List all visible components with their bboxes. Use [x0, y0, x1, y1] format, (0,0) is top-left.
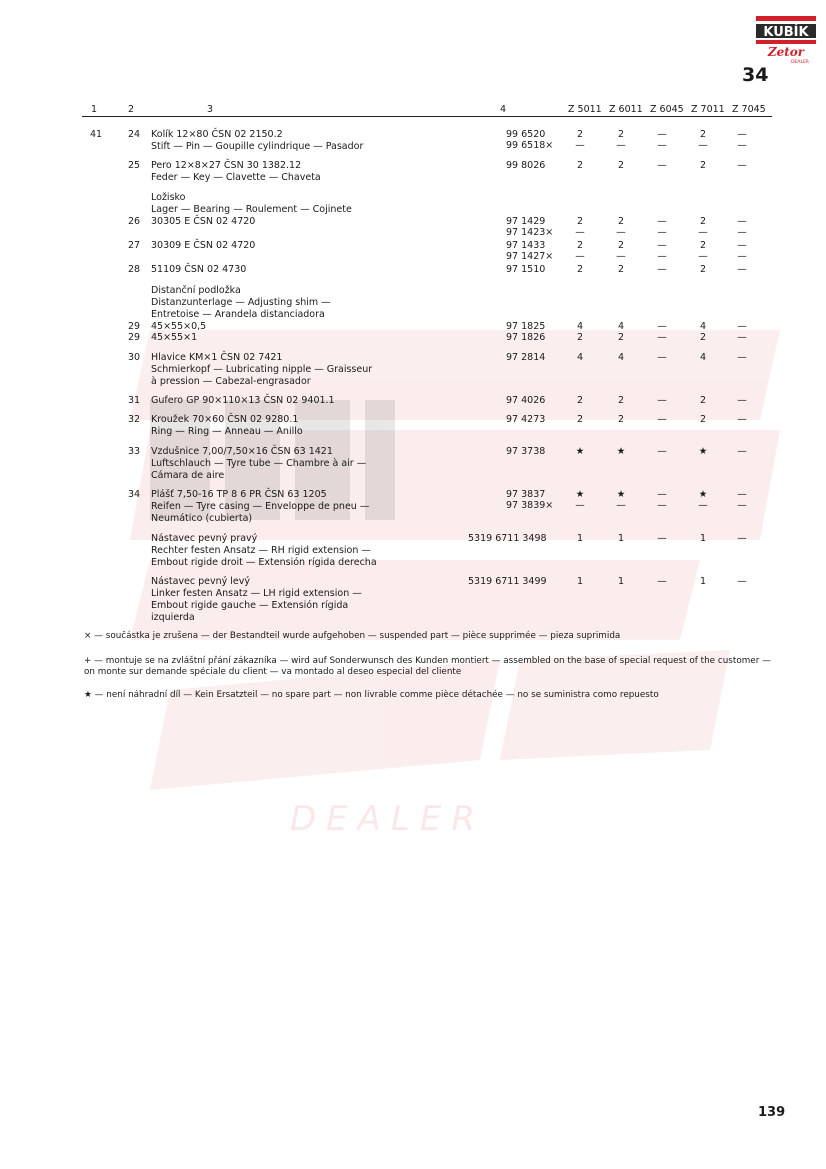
quantity-cell: —: [698, 251, 708, 262]
part-description: à pression — Cabezal-engrasador: [151, 376, 311, 387]
position-number: 32: [128, 414, 141, 425]
quantity-cell: 1: [699, 576, 707, 587]
quantity-cell: ★: [575, 446, 585, 457]
position-number: 27: [128, 240, 141, 251]
part-description: 30309 E ČSN 02 4720: [151, 240, 256, 251]
quantity-cell: —: [575, 251, 585, 262]
quantity-cell: —: [575, 140, 585, 151]
part-description: Stift — Pin — Goupille cylindrique — Pasador: [151, 141, 364, 152]
quantity-cell: ★: [698, 489, 708, 500]
quantity-cell: 1: [576, 576, 584, 587]
position-number: 24: [128, 129, 141, 140]
part-description: Plášť 7,50-16 TP 8 6 PR ČSN 63 1205: [151, 489, 327, 500]
quantity-cell: 1: [699, 533, 707, 544]
part-description: Linker festen Ansatz — LH rigid extension —: [151, 588, 362, 599]
column-1: 1: [91, 104, 98, 115]
quantity-cell: —: [698, 227, 708, 238]
quantity-cell: —: [657, 240, 667, 251]
quantity-cell: —: [737, 140, 747, 151]
svg-text:Zetor: Zetor: [767, 45, 805, 59]
header-rule: [82, 116, 772, 117]
quantity-cell: —: [737, 321, 747, 332]
quantity-cell: —: [575, 500, 585, 511]
quantity-cell: 2: [617, 332, 625, 343]
quantity-cell: 2: [576, 160, 584, 171]
part-description: Nástavec pevný pravý: [151, 533, 258, 544]
position-number: 25: [128, 160, 141, 171]
quantity-cell: —: [737, 251, 747, 262]
quantity-cell: 2: [576, 414, 584, 425]
quantity-cell: —: [657, 332, 667, 343]
quantity-cell: 1: [617, 533, 625, 544]
quantity-cell: 2: [617, 160, 625, 171]
quantity-cell: —: [657, 216, 667, 227]
position-number: 31: [128, 395, 141, 406]
part-number: 97 2814: [506, 352, 546, 363]
quantity-cell: 2: [617, 395, 625, 406]
part-description: Lager — Bearing — Roulement — Cojinete: [151, 204, 352, 215]
quantity-cell: —: [657, 446, 667, 457]
part-description: Embout rigide gauche — Extensión rígida: [151, 600, 349, 611]
quantity-cell: —: [737, 533, 747, 544]
quantity-cell: —: [575, 227, 585, 238]
quantity-cell: —: [657, 264, 667, 275]
part-description: Ložisko: [151, 192, 186, 203]
part-description: Kroužek 70×60 ČSN 02 9280.1: [151, 414, 299, 425]
part-number: 97 1433: [506, 240, 546, 251]
quantity-cell: —: [737, 500, 747, 511]
kubik-logo-icon: [756, 16, 816, 64]
quantity-cell: 2: [699, 264, 707, 275]
quantity-cell: —: [616, 140, 626, 151]
part-description: Hlavice KM×1 ČSN 02 7421: [151, 352, 283, 363]
quantity-cell: —: [737, 489, 747, 500]
column-header: [0, 104, 826, 116]
svg-text:DEALER: DEALER: [290, 799, 485, 839]
quantity-cell: 2: [576, 332, 584, 343]
part-description: Cámara de aire: [151, 470, 225, 481]
part-description: izquierda: [151, 612, 195, 623]
part-description: 45×55×1: [151, 332, 198, 343]
part-description: Feder — Key — Clavette — Chaveta: [151, 172, 321, 183]
svg-text:KUBÍK: KUBÍK: [763, 25, 809, 40]
part-description: 45×55×0,5: [151, 321, 207, 332]
quantity-cell: 2: [617, 414, 625, 425]
quantity-cell: 4: [617, 321, 625, 332]
group-number: 41: [90, 129, 103, 140]
quantity-cell: 2: [617, 264, 625, 275]
part-description: Reifen — Tyre casing — Enveloppe de pneu —: [151, 501, 370, 512]
part-description: Entretoise — Arandela distanciadora: [151, 309, 325, 320]
quantity-cell: —: [737, 395, 747, 406]
part-number: 97 4273: [506, 414, 546, 425]
part-description: Distanční podložka: [151, 285, 241, 296]
quantity-cell: 1: [617, 576, 625, 587]
quantity-cell: —: [657, 160, 667, 171]
quantity-cell: —: [737, 352, 747, 363]
part-description: Nástavec pevný levý: [151, 576, 251, 587]
quantity-cell: 2: [699, 240, 707, 251]
quantity-cell: 2: [617, 129, 625, 140]
quantity-cell: 2: [699, 414, 707, 425]
quantity-cell: 2: [576, 240, 584, 251]
position-number: 30: [128, 352, 141, 363]
quantity-cell: 4: [699, 321, 707, 332]
quantity-cell: 2: [617, 240, 625, 251]
kubik-zetor-logo: [756, 16, 816, 64]
part-number: 97 1427×: [506, 251, 554, 262]
quantity-cell: 2: [576, 129, 584, 140]
column-2: 2: [128, 104, 135, 115]
quantity-cell: ★: [616, 446, 626, 457]
column-z7011: Z 7011: [691, 104, 725, 115]
part-number: 97 1826: [506, 332, 546, 343]
part-number: 97 3738: [506, 446, 546, 457]
footnote-special-request: + — montuje se na zvláštní přání zákazníka — wird auf Sonderwunsch des Kunden montiert — assembled on the base of special request of the customer — on monte sur demande spéciale du client — va montado al deseo especial del cliente: [84, 656, 771, 677]
part-description: Distanzunterlage — Adjusting shim —: [151, 297, 331, 308]
quantity-cell: 1: [576, 533, 584, 544]
quantity-cell: 2: [576, 395, 584, 406]
quantity-cell: —: [737, 160, 747, 171]
quantity-cell: —: [657, 395, 667, 406]
quantity-cell: 2: [699, 395, 707, 406]
quantity-cell: —: [657, 140, 667, 151]
position-number: 34: [128, 489, 141, 500]
part-description: 51109 ČSN 02 4730: [151, 264, 247, 275]
column-z6011: Z 6011: [609, 104, 643, 115]
quantity-cell: 2: [617, 216, 625, 227]
quantity-cell: —: [616, 251, 626, 262]
page-number: 139: [758, 1105, 786, 1120]
footnote-suspended: × — součástka je zrušena — der Bestandteil wurde aufgehoben — suspended part — pièce supprimée — pieza suprimida: [84, 631, 621, 641]
quantity-cell: —: [698, 500, 708, 511]
quantity-cell: —: [737, 332, 747, 343]
quantity-cell: —: [657, 129, 667, 140]
position-number: 33: [128, 446, 141, 457]
quantity-cell: ★: [616, 489, 626, 500]
svg-text:DEALER: DEALER: [791, 60, 809, 64]
part-number: 99 6520: [506, 129, 546, 140]
part-number: 5319 6711 3498: [468, 533, 547, 544]
position-number: 29: [128, 332, 141, 343]
quantity-cell: —: [657, 251, 667, 262]
column-z6045: Z 6045: [650, 104, 684, 115]
footnote-no-spare-part: ★ — není náhradní díl — Kein Ersatzteil — no spare part — non livrable comme pièce détachée — no se suministra como repuesto: [84, 690, 659, 700]
quantity-cell: —: [657, 321, 667, 332]
part-number: 99 6518×: [506, 140, 554, 151]
column-4: 4: [500, 104, 507, 115]
quantity-cell: 2: [699, 332, 707, 343]
quantity-cell: —: [737, 576, 747, 587]
quantity-cell: 2: [576, 264, 584, 275]
quantity-cell: —: [737, 216, 747, 227]
position-number: 29: [128, 321, 141, 332]
quantity-cell: —: [737, 227, 747, 238]
quantity-cell: —: [737, 414, 747, 425]
part-number: 5319 6711 3499: [468, 576, 547, 587]
column-z7045: Z 7045: [732, 104, 766, 115]
quantity-cell: —: [657, 489, 667, 500]
part-number: 99 8026: [506, 160, 546, 171]
part-number: 97 1510: [506, 264, 546, 275]
part-description: Pero 12×8×27 ČSN 30 1382.12: [151, 160, 302, 171]
quantity-cell: —: [737, 240, 747, 251]
part-number: 97 1825: [506, 321, 546, 332]
quantity-cell: 4: [576, 321, 584, 332]
part-description: Gufero GP 90×110×13 ČSN 02 9401.1: [151, 395, 335, 406]
quantity-cell: —: [616, 227, 626, 238]
part-number: 97 1423×: [506, 227, 554, 238]
position-number: 26: [128, 216, 141, 227]
quantity-cell: —: [657, 227, 667, 238]
column-z5011: Z 5011: [568, 104, 602, 115]
quantity-cell: —: [657, 576, 667, 587]
quantity-cell: 4: [699, 352, 707, 363]
part-description: Luftschlauch — Tyre tube — Chambre à air —: [151, 458, 367, 469]
section-number: 34: [742, 64, 769, 86]
part-number: 97 1429: [506, 216, 546, 227]
quantity-cell: ★: [575, 489, 585, 500]
part-description: Neumático (cubierta): [151, 513, 253, 524]
position-number: 28: [128, 264, 141, 275]
quantity-cell: —: [616, 500, 626, 511]
quantity-cell: 2: [699, 160, 707, 171]
part-description: 30305 E ČSN 02 4720: [151, 216, 256, 227]
quantity-cell: 4: [576, 352, 584, 363]
part-number: 97 4026: [506, 395, 546, 406]
part-description: Rechter festen Ansatz — RH rigid extension —: [151, 545, 371, 556]
quantity-cell: —: [657, 414, 667, 425]
quantity-cell: 2: [699, 129, 707, 140]
part-description: Schmierkopf — Lubricating nipple — Graisseur: [151, 364, 373, 375]
part-description: Embout rigide droit — Extensión rígida derecha: [151, 557, 377, 568]
quantity-cell: —: [657, 500, 667, 511]
quantity-cell: —: [737, 129, 747, 140]
quantity-cell: 2: [699, 216, 707, 227]
quantity-cell: —: [737, 264, 747, 275]
quantity-cell: ★: [698, 446, 708, 457]
quantity-cell: 4: [617, 352, 625, 363]
part-number: 97 3839×: [506, 500, 554, 511]
part-description: Ring — Ring — Anneau — Anillo: [151, 426, 303, 437]
quantity-cell: —: [737, 446, 747, 457]
quantity-cell: —: [657, 533, 667, 544]
part-description: Kolík 12×80 ČSN 02 2150.2: [151, 129, 283, 140]
column-3: 3: [207, 104, 214, 115]
quantity-cell: —: [657, 352, 667, 363]
quantity-cell: —: [698, 140, 708, 151]
quantity-cell: 2: [576, 216, 584, 227]
part-description: Vzdušnice 7,00/7,50×16 ČSN 63 1421: [151, 446, 333, 457]
part-number: 97 3837: [506, 489, 546, 500]
